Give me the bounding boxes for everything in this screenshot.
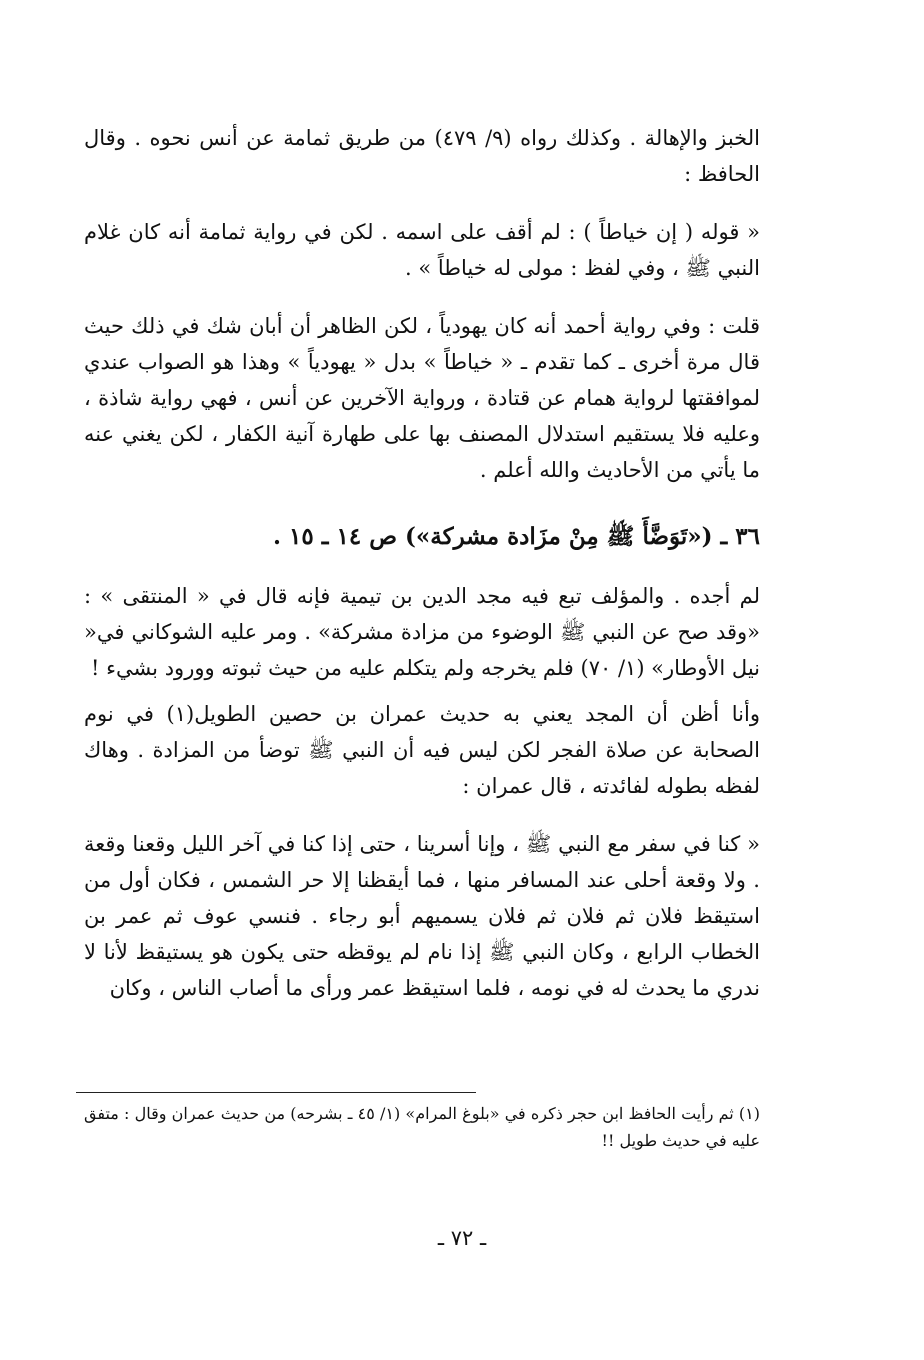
- footnote: (١) ثم رأيت الحافظ ابن حجر ذكره في «بلوغ المرام» (١/ ٤٥ ـ بشرحه) من حديث عمران وقال : متفق عليه في حديث طويل !!: [84, 1104, 761, 1150]
- paragraph-4: لم أجده . والمؤلف تبع فيه مجد الدين بن تيمية فإنه قال في « المنتقى » : «وقد صح عن النبي ﷺ الوضوء من مزادة مشركة» . ومر عليه الشوكاني في« نيل الأوطار» (١/ ٧٠) فلم يخرجه ولم يتكلم عليه من حيث ثبوته وورود بشيء !: [84, 584, 760, 680]
- page-body: [84, 120, 760, 1006]
- paragraph-3: قلت : وفي رواية أحمد أنه كان يهودياً ، لكن الظاهر أن أبان شك في ذلك حيث قال مرة أخرى ـ كما تقدم ـ « خياطاً » بدل « يهودياً » وهذا هو الصواب عندي لموافقتها لرواية همام عن قتادة ، ورواية الآخرين عن أنس ، فهي رواية شاذة ، وعليه فلا يستقيم استدلال المصنف بها على طهارة آنية الكفار ، لكن يغني عنه ما يأتي من الأحاديث والله أعلم .: [84, 314, 760, 482]
- paragraph-6: « كنا في سفر مع النبي ﷺ ، وإنا أسرينا ، حتى إذا كنا في آخر الليل وقعنا وقعة . ولا وقعة أحلى عند المسافر منها ، فما أيقظنا إلا حر الشمس ، فكان أول من استيقظ فلان ثم فلان ثم فلان يسميهم أبو رجاء . فنسي عوف ثم عمر بن الخطاب الرابع ، وكان النبي ﷺ إذا نام لم يوقظه حتى يكون هو يستيقظ لأنا لا ندري ما يحدث له في نومه ، فلما استيقظ عمر ورأى ما أصاب الناس ، وكان: [84, 832, 760, 1000]
- paragraph-1: الخبز والإهالة . وكذلك رواه (٩/ ٤٧٩) من طريق ثمامة عن أنس نحوه . وقال الحافظ :: [84, 126, 760, 186]
- paragraph-5: وأنا أظن أن المجد يعني به حديث عمران بن حصين الطويل(١) في نوم الصحابة عن صلاة الفجر لكن ليس فيه أن النبي ﷺ توضأ من المزادة . وهاك لفظه بطوله لفائدته ، قال عمران :: [84, 702, 760, 798]
- footnote-divider: [76, 1092, 476, 1093]
- page-number: ـ ٧٢ ـ: [437, 1226, 487, 1250]
- paragraph-2: « قوله ( إن خياطاً ) : لم أقف على اسمه . لكن في رواية ثمامة أنه كان غلام النبي ﷺ ، وفي لفظ : مولى له خياطاً » .: [84, 220, 760, 280]
- section-heading: ٣٦ ـ («تَوَضَّأَ ﷺ مِنْ مزَادة مشركة») ص ١٤ ـ ١٥ .: [273, 523, 760, 550]
